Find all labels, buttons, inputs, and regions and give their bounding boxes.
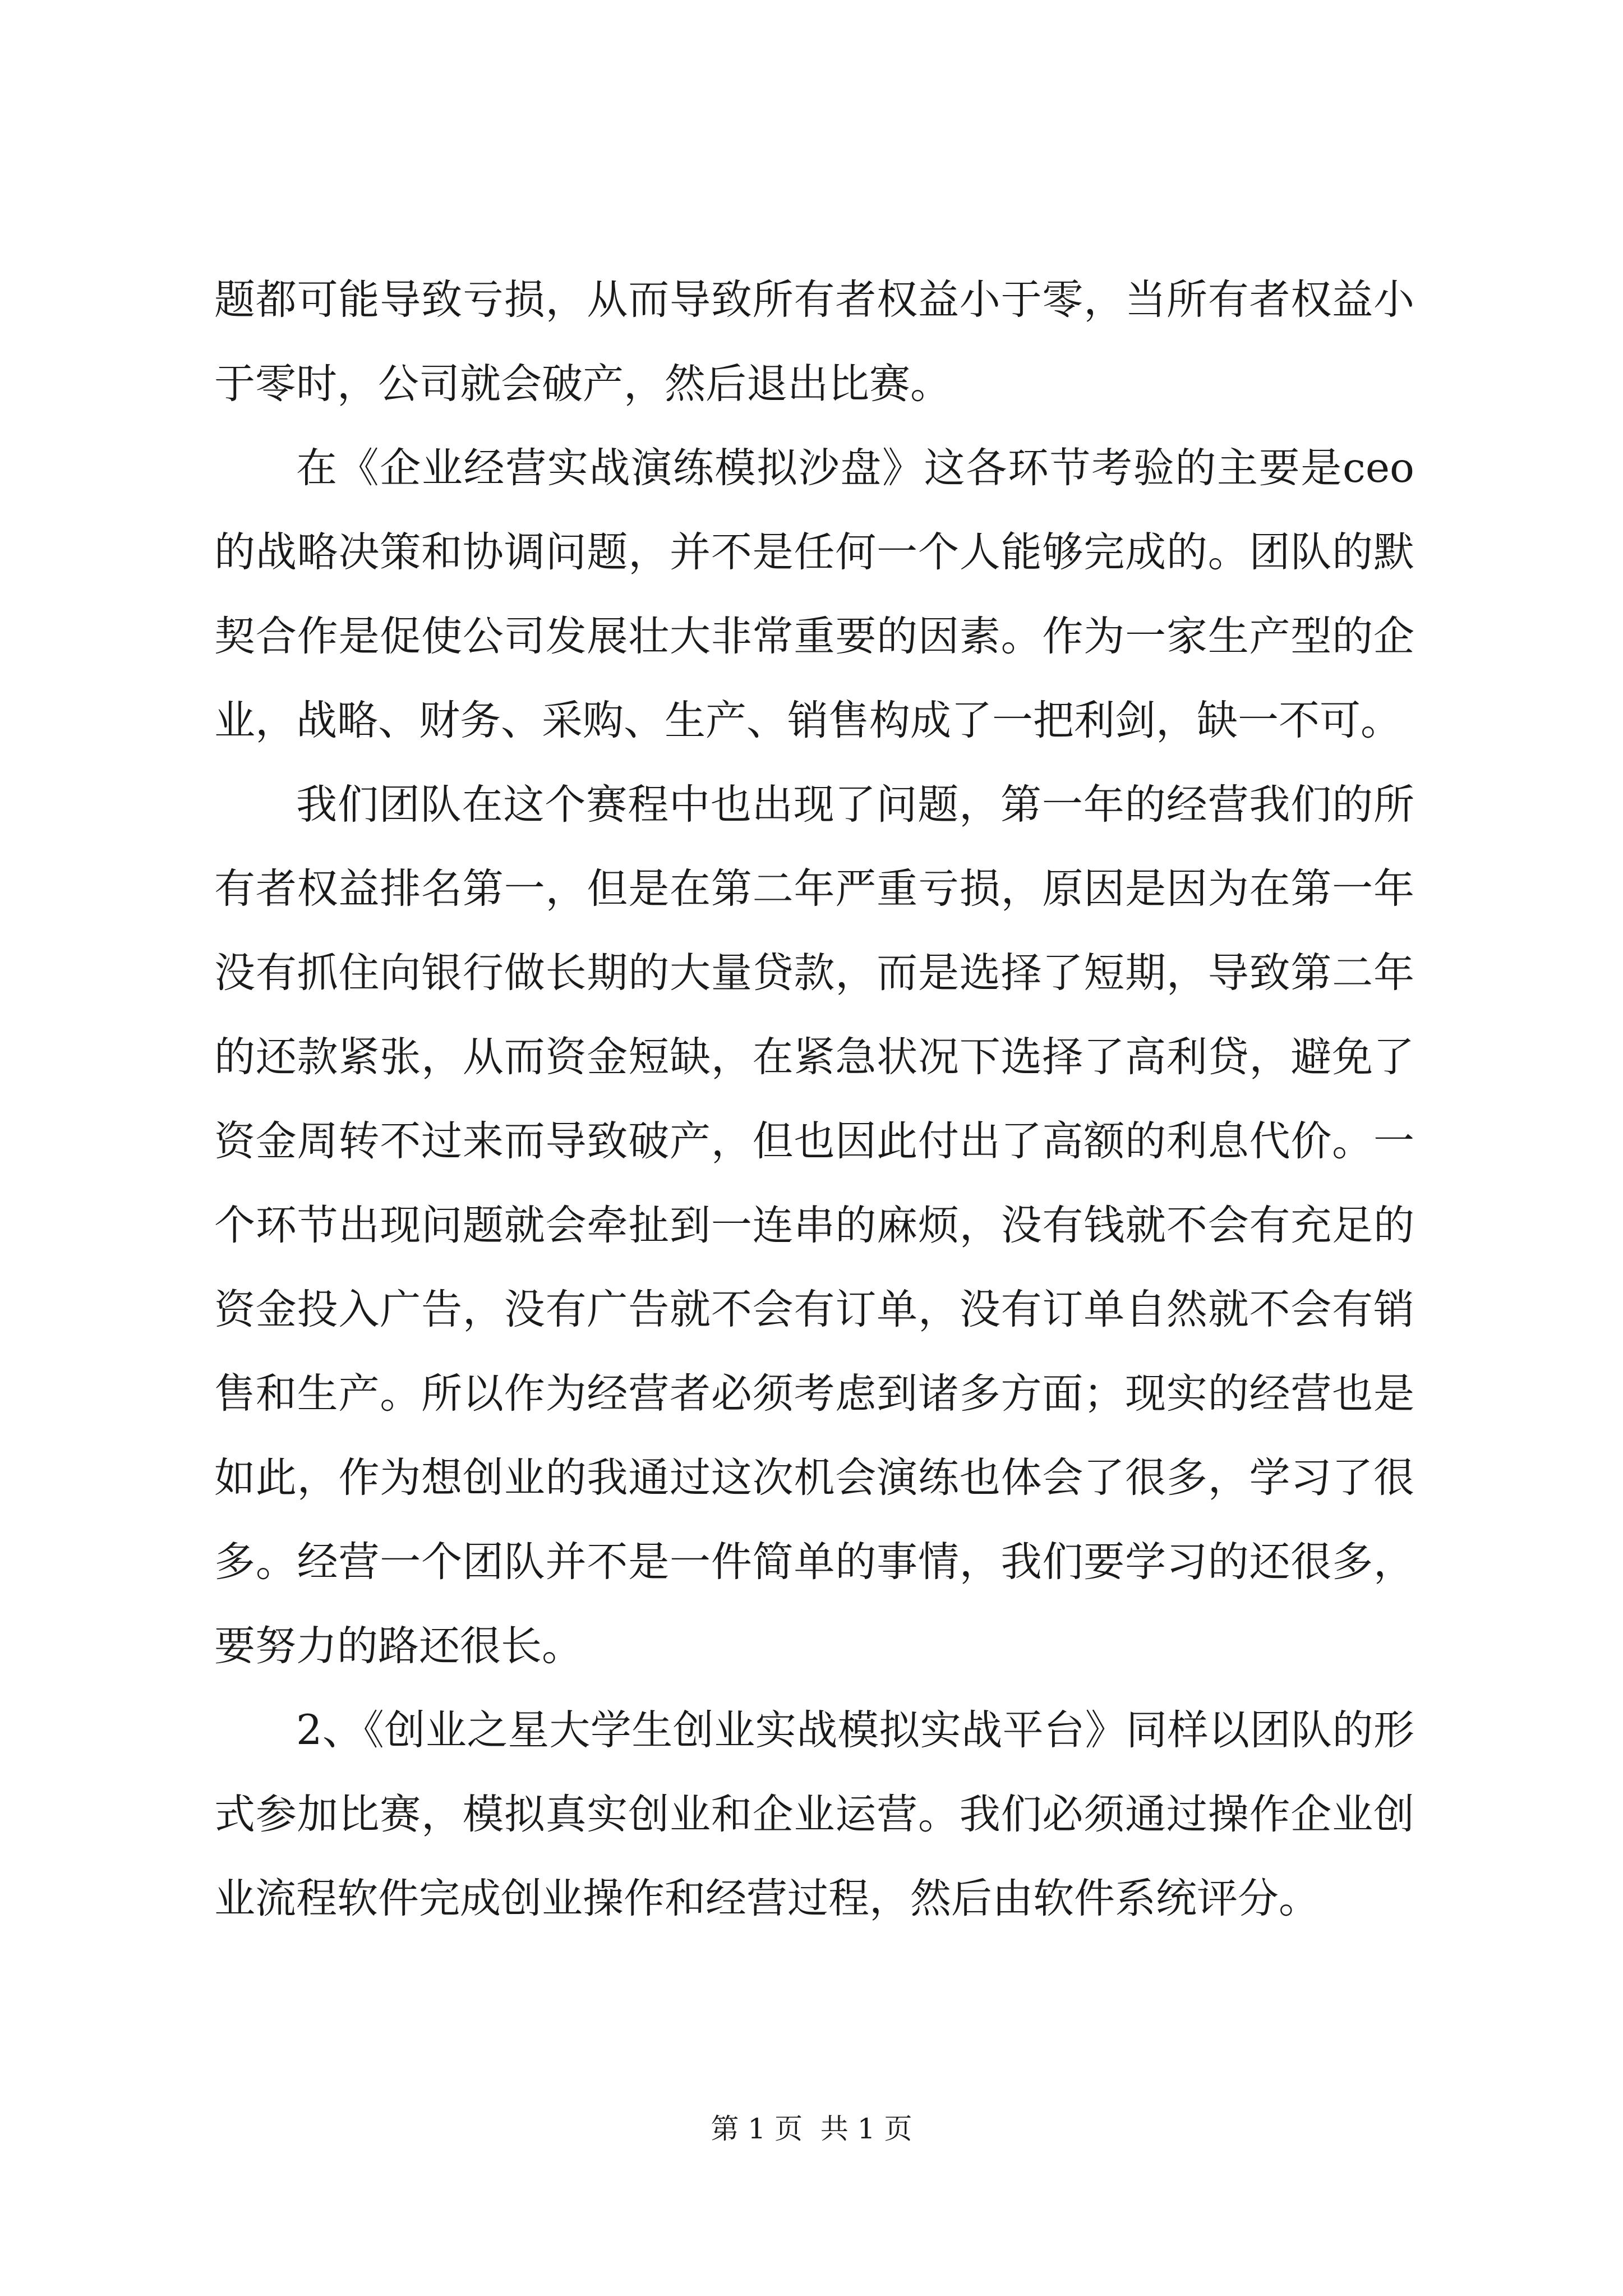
page-footer: 第 1 页 共 1 页 xyxy=(711,2113,912,2145)
paragraph-continuation: 题都可能导致亏损，从而导致所有者权益小于零，当所有者权益小于零时，公司就会破产，然后退出比赛。 xyxy=(214,276,1414,408)
paragraph-sandbox-simulation: 在《企业经营实战演练模拟沙盘》这各环节考验的主要是ceo的战略决策和协调问题，并不是任何一个人能够完成的。团队的默契合作是促使公司发展壮大非常重要的因素。作为一家生产型的企业，战略、财务、采购、生产、销售构成了一把利剑，缺一不可。 xyxy=(214,444,1414,744)
document-body xyxy=(214,258,1414,1941)
paragraph-team-problems: 我们团队在这个赛程中也出现了问题，第一年的经营我们的所有者权益排名第一，但是在第二年严重亏损，原因是因为在第一年没有抓住向银行做长期的大量贷款，而是选择了短期，导致第二年的还款紧张，从而资金短缺，在紧急状况下选择了高利贷，避免了资金周转不过来而导致破产，但也因此付出了高额的利息代价。一个环节出现问题就会牵扯到一连串的麻烦，没有钱就不会有充足的资金投入广告，没有广告就不会有订单，没有订单自然就不会有销售和生产。所以作为经营者必须考虑到诸多方面；现实的经营也是如此，作为想创业的我通过这次机会演练也体会了很多，学习了很多。经营一个团队并不是一件简单的事情，我们要学习的还很多，要努力的路还很长。 xyxy=(214,781,1414,1670)
paragraph-entrepreneur-star: 2、《创业之星大学生创业实战模拟实战平台》同样以团队的形式参加比赛，模拟真实创业和企业运营。我们必须通过操作企业创业流程软件完成创业操作和经营过程，然后由软件系统评分。 xyxy=(214,1706,1414,1922)
